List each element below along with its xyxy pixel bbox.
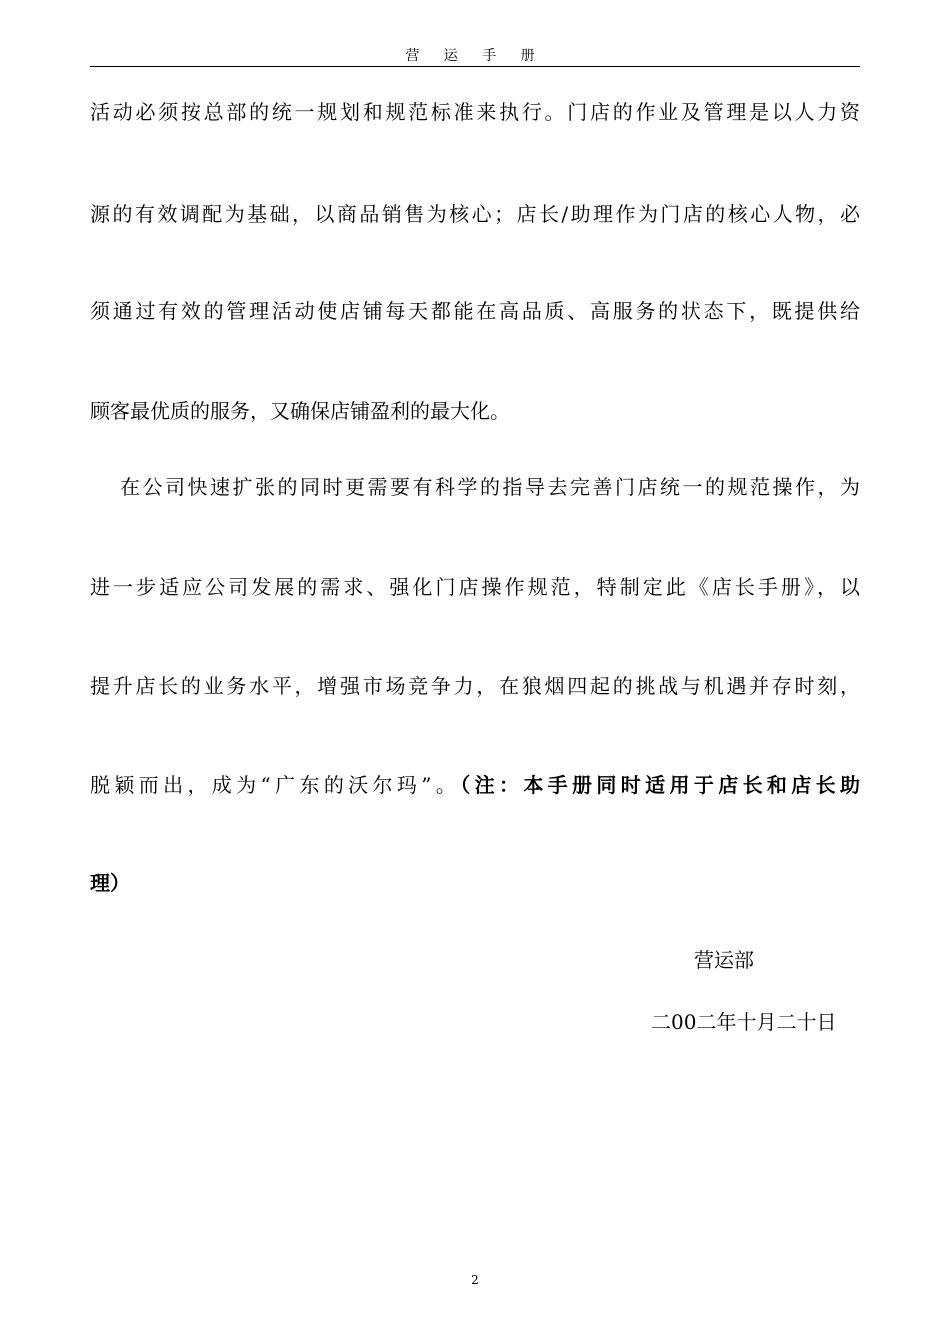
signature-date: 二00二年十月二十日 [651,1010,837,1034]
paragraph-line-5: 在公司快速扩张的同时更需要有科学的指导去完善门店统一的规范操作，为 [120,475,860,499]
header-divider [90,66,860,67]
paragraph-line-2: 源的有效调配为基础，以商品销售为核心；店长/助理作为门店的核心人物，必 [90,202,860,226]
page-number: 2 [471,1273,479,1287]
paragraph-line-8 [90,770,860,800]
paragraph-line-7: 提升店长的业务水平，增强市场竞争力，在狼烟四起的挑战与机遇并存时刻， [90,674,860,698]
paragraph-line-4: 顾客最优质的服务，又确保店铺盈利的最大化。 [90,399,510,423]
note-text-end: 理） [90,871,130,895]
paragraph-line-1: 活动必须按总部的统一规划和规范标准来执行。门店的作业及管理是以人力资 [90,100,860,124]
note-text: （注：本手册同时适用于店长和店长助 [460,773,861,797]
paragraph-line-3: 须通过有效的管理活动使店铺每天都能在高品质、高服务的状态下，既提供给 [90,299,860,323]
line-8-text: 脱颖而出，成为“广东的沃尔玛”。 [90,773,461,797]
paragraph-line-6: 进一步适应公司发展的需求、强化门店操作规范，特制定此《店长手册》，以 [90,575,860,599]
signature-department: 营运部 [694,948,754,972]
page-header-title: 营 运 手 册 [405,48,545,64]
